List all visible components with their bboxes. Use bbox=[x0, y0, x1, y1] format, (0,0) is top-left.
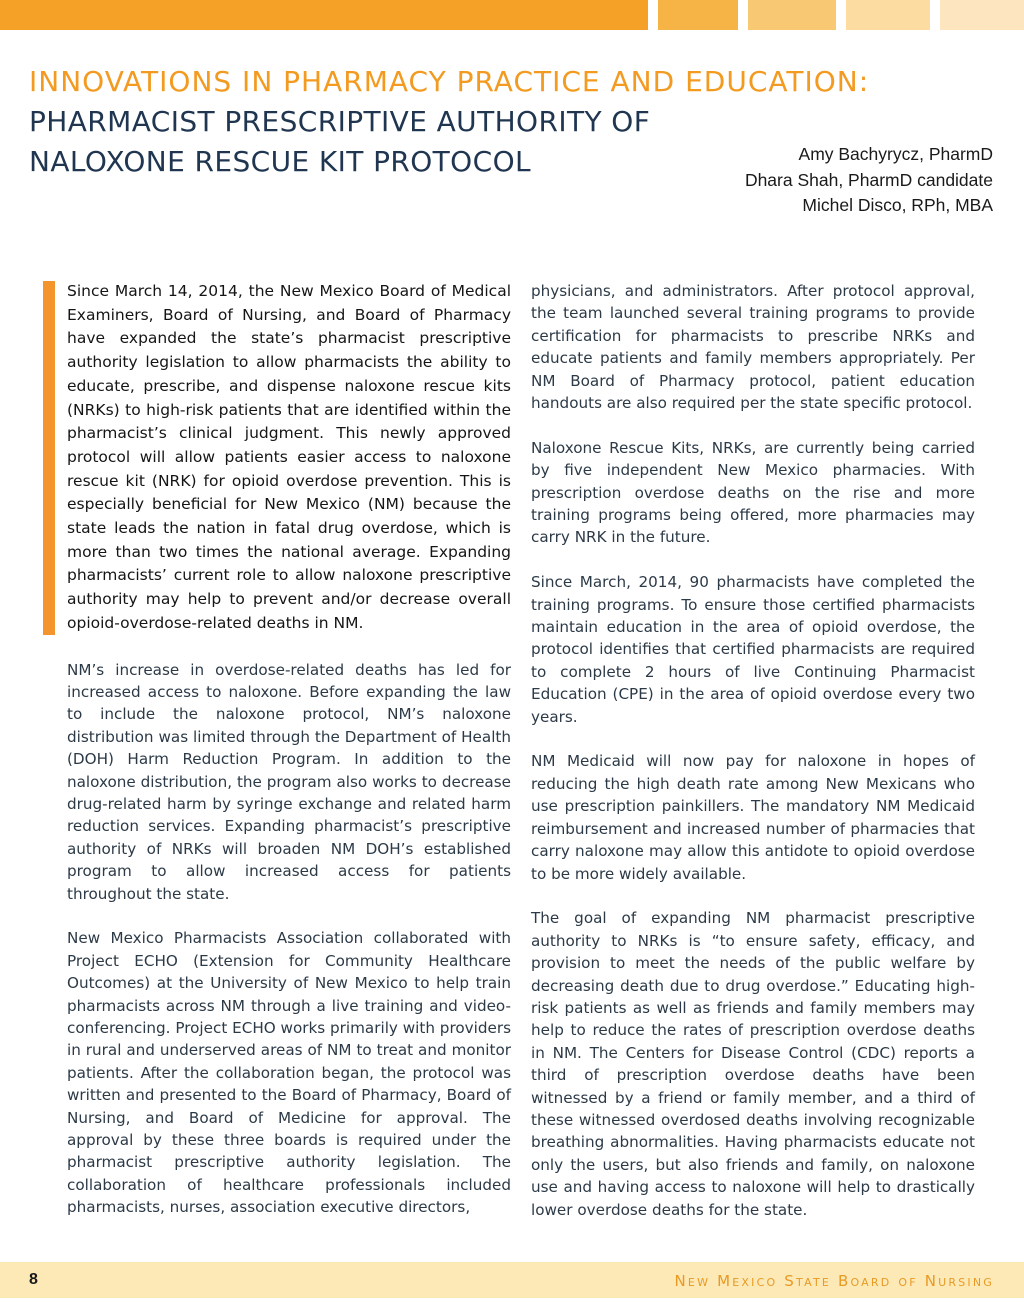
page-number: 8 bbox=[29, 1271, 38, 1288]
author-list bbox=[745, 142, 993, 219]
left-column bbox=[67, 280, 511, 1241]
body-paragraph: Naloxone Rescue Kits, NRKs, are currently being carried by five independent New Mexico pharmacies. With prescription overdose deaths on the rise and more training programs being offered, more pharmacies may carry NRK in the future. bbox=[531, 438, 975, 547]
top-color-bars bbox=[0, 0, 1024, 30]
body-paragraph: physicians, and administrators. After protocol approval, the team launched several training programs to provide certification for pharmacists to prescribe NRKs and educate patients and family members appropriately. Per NM Board of Pharmacy protocol, patient education handouts are also required per the state specific protocol. bbox=[531, 282, 975, 413]
top-bar-4 bbox=[846, 0, 930, 30]
organization-name: New Mexico State Board of Nursing bbox=[674, 1272, 994, 1290]
body-paragraph: New Mexico Pharmacists Association collaborated with Project ECHO (Extension for Community Healthcare Outcomes) at the University of New Mexico to help train pharmacists across NM through a live training and video-conferencing. Project ECHO works primarily with providers in rural and underserved areas of NM to treat and monitor patients. After the collaboration began, the protocol was written and presented to the Board of Pharmacy, Board of Nursing, and Board of Medicine for approval. The approval by these three boards is required under the pharmacist prescriptive authority legislation. The collaboration of healthcare professionals included pharmacists, nurses, association executive directors, bbox=[67, 929, 511, 1217]
body-paragraph: NM Medicaid will now pay for naloxone in hopes of reducing the high death rate among New Mexicans who use prescription painkillers. The mandatory NM Medicaid reimbursement and increased number of pharmacies that carry naloxone may allow this antidote to opioid overdose to be more widely available. bbox=[531, 752, 975, 883]
body-paragraph: NM’s increase in overdose-related deaths has led for increased access to naloxone. Before expanding the law to include the naloxone protocol, NM’s naloxone distribution was limited through the Department of Health (DOH) Harm Reduction Program. In addition to the naloxone distribution, the program also works to decrease drug-related harm by syringe exchange and related harm reduction services. Expanding pharmacist’s prescriptive authority of NRKs will broaden NM DOH’s established program to allow increased access for patients throughout the state. bbox=[67, 660, 511, 903]
top-bar-5 bbox=[940, 0, 1024, 30]
author-name: Dhara Shah, PharmD candidate bbox=[744, 169, 993, 190]
page-footer bbox=[0, 1262, 1024, 1298]
title-line-kicker: INNOVATIONS IN PHARMACY PRACTICE AND EDUCATION: bbox=[29, 65, 870, 98]
body-paragraph: Since March, 2014, 90 pharmacists have completed the training programs. To ensure those certified pharmacists maintain education in the area of opioid overdose, the protocol identifies that certified pharmacists are required to complete 2 hours of live Continuing Pharmacist Education (CPE) in the area of opioid overdose every two years. bbox=[531, 573, 975, 726]
right-column bbox=[531, 280, 975, 1243]
lead-accent-bar bbox=[43, 281, 55, 635]
title-line-3: NALOXONE RESCUE KIT PROTOCOL bbox=[29, 145, 532, 178]
top-bar-3 bbox=[748, 0, 836, 30]
author-name: Michel Disco, RPh, MBA bbox=[802, 195, 993, 215]
title-line-2: PHARMACIST PRESCRIPTIVE AUTHORITY OF bbox=[29, 105, 651, 138]
author-name: Amy Bachyrycz, PharmD bbox=[798, 144, 993, 164]
top-bar-1 bbox=[0, 0, 648, 30]
body-paragraph: The goal of expanding NM pharmacist prescriptive authority to NRKs is “to ensure safety, efficacy, and provision to meet the needs of the public welfare by decreasing death due to drug overdose.” Educating high-risk patients as well as friends and family members may help to reduce the rates of prescription overdose deaths in NM. The Centers for Disease Control (CDC) reports a third of prescription overdose deaths have been witnessed by a friend or family member, and a third of these witnessed overdosed deaths involving recognizable breathing abnormalities. Having pharmacists educate not only the users, but also friends and family, on naloxone use and having access to naloxone will help to drastically lower overdose deaths for the state. bbox=[531, 909, 975, 1219]
lead-paragraph: Since March 14, 2014, the New Mexico Board of Medical Examiners, Board of Nursing, and Board of Pharmacy have expanded the state’s pharmacist prescriptive authority legislation to allow pharmacists the ability to educate, prescribe, and dispense naloxone rescue kits (NRKs) to high-risk patients that are identified within the pharmacist’s clinical judgment. This newly approved protocol will allow patients easier access to naloxone rescue kit (NRK) for opioid overdose prevention. This is especially beneficial for New Mexico (NM) because the state leads the nation in fatal drug overdose, which is more than two times the national average. Expanding pharmacists’ current role to allow naloxone prescriptive authority may help to prevent and/or decrease overall opioid-overdose-related deaths in NM. bbox=[67, 282, 511, 632]
top-bar-2 bbox=[658, 0, 738, 30]
